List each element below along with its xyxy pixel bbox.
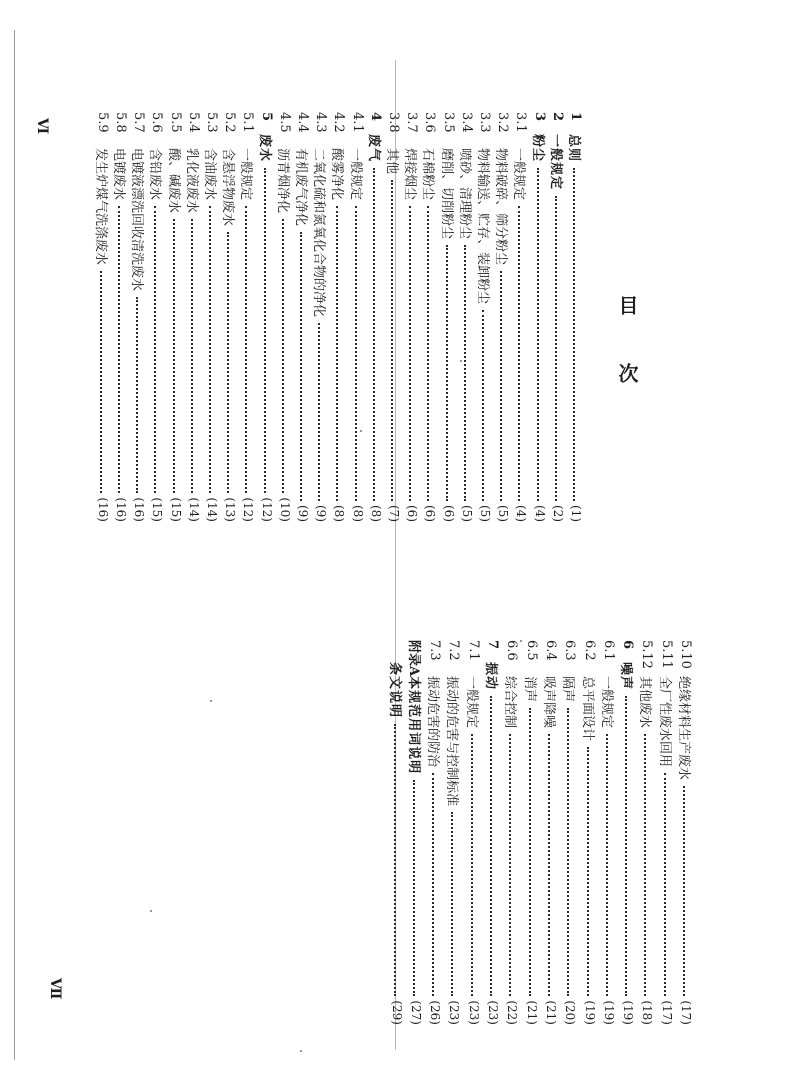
toc-entry-page: (12) <box>241 497 256 522</box>
dot-leader <box>683 786 685 996</box>
toc-entry <box>168 112 184 522</box>
dot-leader <box>100 271 102 493</box>
toc-entry <box>678 640 694 1025</box>
toc-entry <box>186 112 202 522</box>
toc-entry-number: 7.1 <box>466 640 482 661</box>
toc-entry-page: (12) <box>259 497 274 522</box>
dot-leader <box>427 206 429 501</box>
dot-leader <box>394 724 396 996</box>
toc-entry-title: 振动危害的防治 <box>425 676 441 768</box>
toc-entry <box>95 112 111 522</box>
toc-entry-number: 5.1 <box>240 112 256 133</box>
dot-leader <box>518 206 520 501</box>
scan-edge-line <box>14 30 15 1060</box>
toc-entry-title: 磨削、切削粉尘 <box>439 148 455 240</box>
toc-entry-page: (17) <box>659 1000 674 1025</box>
toc-entry <box>222 112 238 522</box>
toc-entry <box>639 640 655 1025</box>
toc-entry-number: 5.4 <box>186 112 202 133</box>
toc-entry <box>408 640 424 1025</box>
toc-entry-number: 3.1 <box>513 112 529 133</box>
dot-leader <box>451 812 453 996</box>
toc-entry-page: (21) <box>524 1000 539 1025</box>
toc-entry-number: 5.8 <box>113 112 129 133</box>
toc-entry <box>459 112 475 522</box>
toc-entry-number: 5.5 <box>168 112 184 133</box>
toc-entry-title: 综合控制 <box>502 676 518 729</box>
toc-entry-number: 5.11 <box>659 640 675 669</box>
toc-entry-page: (13) <box>223 497 238 522</box>
toc-entry-title: 发生炉煤气洗涤废水 <box>93 148 109 266</box>
toc-entry <box>495 112 511 522</box>
toc-entry-title: 沥青烟净化 <box>275 148 291 214</box>
toc-entry-number: 6.5 <box>524 640 540 661</box>
toc-entry-number: 5.10 <box>678 640 694 669</box>
dot-leader <box>173 219 175 493</box>
toc-entry <box>368 112 384 522</box>
toc-entry-number: 5.6 <box>149 112 165 133</box>
toc-entry-title: 总平面设计 <box>580 676 595 742</box>
toc-entry-number: 3.2 <box>495 112 511 133</box>
toc-entry-title: 废气 <box>366 134 382 163</box>
toc-entry-page: (1) <box>569 505 583 522</box>
toc-entry-page: (16) <box>95 497 110 522</box>
toc-entry <box>259 112 275 522</box>
dot-leader <box>336 206 338 501</box>
toc-entry-page: (15) <box>150 497 165 522</box>
toc-entry-title: 含悬浮物废水 <box>220 148 236 227</box>
toc-entry-number: 6.1 <box>601 640 617 661</box>
dot-leader <box>482 310 484 501</box>
toc-entry <box>404 112 420 522</box>
toc-entry <box>543 640 559 1025</box>
toc-entry-page: (23) <box>447 1000 462 1025</box>
toc-entry <box>149 112 165 522</box>
dot-leader <box>537 168 539 501</box>
toc-entry-page: (18) <box>640 1000 655 1025</box>
toc-entry-page: (5) <box>496 505 511 522</box>
toc-entry-title: 吸声降噪 <box>541 676 557 729</box>
toc-entry-title: 一般规定 <box>548 134 564 191</box>
toc-entry-title: 消声 <box>522 676 538 703</box>
dot-leader <box>409 206 411 501</box>
toc-entry-title: 绝缘材料生产废水 <box>676 676 692 781</box>
toc-entry <box>568 112 584 522</box>
toc-entry-title: 一般规定 <box>238 148 254 201</box>
toc-entry-number: 3.3 <box>477 112 493 133</box>
toc-entry-page: (6) <box>405 505 420 522</box>
dot-leader <box>509 734 511 996</box>
toc-entry-number: 5.9 <box>95 112 111 133</box>
toc-entry-page: (8) <box>350 505 365 522</box>
toc-entry-number: 2 <box>550 112 566 122</box>
toc-entry-page: (8) <box>368 505 383 522</box>
toc-entry-title: 石棉粉尘 <box>420 148 436 201</box>
toc-entry-number: 4.5 <box>277 112 293 133</box>
toc-entry-title: 酸雾净化 <box>329 148 345 201</box>
dot-leader <box>606 734 608 996</box>
toc-entry-page: (19) <box>621 1000 636 1025</box>
dot-leader <box>500 271 502 501</box>
toc-entry-number: 7.3 <box>427 640 443 661</box>
toc-entry <box>550 112 566 522</box>
dot-leader <box>573 168 575 501</box>
toc-entry <box>204 112 220 522</box>
dot-leader <box>154 206 156 493</box>
toc-entry-page: (5) <box>459 505 474 522</box>
toc-entry-number: 3.5 <box>441 112 457 133</box>
toc-entry-page: (16) <box>114 497 128 522</box>
toc-entry-page: (9) <box>296 505 310 522</box>
toc-entry <box>386 112 402 522</box>
dot-leader <box>471 734 473 996</box>
toc-entry <box>331 112 347 522</box>
toc-entry-title: 废水 <box>257 134 273 163</box>
toc-entry-title: 电镀废水 <box>111 148 127 201</box>
scan-speck <box>520 640 522 642</box>
toc-entry-page: (16) <box>132 497 147 522</box>
toc-entry-page: (7) <box>387 505 401 522</box>
toc-entry-page: (21) <box>543 1000 558 1025</box>
toc-entry-number: 3 <box>532 112 548 122</box>
toc-entry <box>389 640 405 1025</box>
toc-entry-number: 6.4 <box>543 640 559 661</box>
toc-entry-page: (14) <box>205 497 219 522</box>
dot-leader <box>490 696 492 996</box>
toc-entry <box>601 640 617 1025</box>
dot-leader <box>432 773 434 996</box>
toc-entry-number: 3.7 <box>404 112 420 133</box>
toc-entry <box>485 640 501 1025</box>
toc-entry-page: (15) <box>168 497 183 522</box>
toc-entry-title: 物料破碎、筛分粉尘 <box>493 148 509 266</box>
toc-entry-title: 其他 <box>384 148 400 175</box>
toc-entry-title: 振动的危害与控制标准 <box>444 676 460 807</box>
dot-leader <box>664 773 666 996</box>
toc-entry <box>441 112 457 522</box>
dot-leader <box>446 245 448 501</box>
toc-entry-title: 其他废水 <box>637 676 653 729</box>
toc-entry-title: 振动 <box>483 662 499 691</box>
toc-entry-title: 有机废气净化 <box>293 148 309 227</box>
toc-entry-title: 含油废水 <box>202 148 218 201</box>
dot-leader <box>644 734 646 996</box>
toc-entry-number: 3.6 <box>422 112 438 133</box>
toc-entry-number: 7 <box>485 640 501 650</box>
dot-leader <box>118 206 120 493</box>
toc-entry-number: 5.12 <box>639 640 655 669</box>
dot-leader <box>209 206 211 493</box>
page-number-right: Ⅶ <box>47 978 63 1000</box>
dot-leader <box>464 245 466 501</box>
scan-speck <box>460 360 462 362</box>
scan-speck <box>360 430 362 432</box>
toc-entry <box>532 112 548 522</box>
toc-entry-number: 5.3 <box>204 112 220 133</box>
toc-entry-title: 一般规定 <box>464 676 480 729</box>
toc-entry-page: (14) <box>186 497 201 522</box>
dot-leader <box>282 219 284 493</box>
toc-entry-title: 一般规定 <box>348 148 364 201</box>
toc-entry <box>113 112 129 522</box>
toc-entry <box>131 112 147 522</box>
toc-entry-page: (23) <box>486 1000 500 1025</box>
toc-entry <box>562 640 578 1025</box>
dot-leader <box>391 180 393 501</box>
toc-entry-page: (23) <box>466 1000 481 1025</box>
toc-entry-title: 二氧化硫和氮氧化合物的净化 <box>311 148 327 318</box>
toc-entry-number: 5 <box>259 112 275 122</box>
toc-entry-page: (27) <box>408 1000 423 1025</box>
toc-entry-page: (4) <box>514 505 529 522</box>
toc-entry-number: 附录A <box>406 640 422 677</box>
toc-entry <box>350 112 366 522</box>
toc-entry <box>524 640 540 1025</box>
toc-entry-title: 喷砂、清理粉尘 <box>457 148 473 240</box>
toc-entry-number: 4.2 <box>331 112 347 133</box>
toc-entry-title: 一般规定 <box>599 676 615 729</box>
toc-entry-page: (26) <box>428 1000 443 1025</box>
toc-entry-number: 6.6 <box>504 640 520 661</box>
toc-entry-title: 隔声 <box>560 676 576 703</box>
dot-leader <box>245 206 247 493</box>
toc-entry-title: 电镀液漂洗回收清洗废水 <box>129 148 145 292</box>
toc-entry-page: (6) <box>423 505 438 522</box>
toc-entry-title: 噪声 <box>618 662 634 691</box>
toc-title: 目 次 <box>615 295 639 397</box>
toc-entry <box>295 112 311 522</box>
dot-leader <box>555 196 557 501</box>
toc-entry-title: 粉尘 <box>530 134 546 163</box>
dot-leader <box>587 747 589 996</box>
dot-leader <box>318 323 320 501</box>
toc-entry-number: 1 <box>568 112 584 122</box>
toc-entry-number: 4.1 <box>350 112 366 133</box>
dot-leader <box>413 780 415 996</box>
scan-speck <box>300 1050 302 1052</box>
toc-entry-title: 物料输送、贮存、装卸粉尘 <box>475 148 491 305</box>
toc-entry <box>513 112 529 522</box>
toc-entry <box>620 640 636 1025</box>
toc-entry-title: 总则 <box>566 134 582 163</box>
dot-leader <box>355 206 357 501</box>
toc-entry-page: (4) <box>532 505 547 522</box>
toc-entry-page: (17) <box>679 1000 693 1025</box>
toc-entry-number: 5.7 <box>131 112 147 133</box>
toc-entry <box>240 112 256 522</box>
toc-entry-page: (19) <box>601 1000 616 1025</box>
scan-speck <box>210 700 212 702</box>
toc-entry-title: 条文说明 <box>387 662 402 719</box>
toc-entry-number: 5.2 <box>222 112 238 133</box>
toc-entry-number: 6.2 <box>582 640 597 661</box>
toc-entry-page: (2) <box>550 505 565 522</box>
page-number-left: Ⅵ <box>34 118 50 135</box>
toc-entry <box>466 640 482 1025</box>
dot-leader <box>529 708 531 996</box>
toc-entry <box>582 640 598 1025</box>
toc-entry <box>504 640 520 1025</box>
toc-entry-number: 6 <box>620 640 636 650</box>
toc-entry-number: 3.8 <box>386 112 402 133</box>
toc-entry-page: (9) <box>314 505 329 522</box>
dot-leader <box>625 696 627 996</box>
toc-entry-page: (6) <box>441 505 456 522</box>
toc-entry-page: (8) <box>332 505 347 522</box>
toc-entry-title: 含铅废水 <box>147 148 163 201</box>
toc-entry-title: 酸、碱废水 <box>166 148 182 214</box>
toc-entry-number: 3.4 <box>459 112 475 133</box>
dot-leader <box>227 232 229 493</box>
toc-entry <box>659 640 675 1025</box>
dot-leader <box>264 168 266 493</box>
toc-entry-title: 全厂性废水回用 <box>657 676 673 768</box>
toc-entry-page: (20) <box>563 1000 578 1025</box>
toc-entry-number: 4 <box>368 112 384 122</box>
toc-entry-page: (10) <box>277 497 292 522</box>
toc-entry-page: (19) <box>582 1000 597 1025</box>
toc-entry-page: (29) <box>389 1000 404 1025</box>
toc-entry-page: (22) <box>505 1000 520 1025</box>
toc-entry-title: 本规范用词说明 <box>406 676 422 775</box>
dot-leader <box>300 232 302 501</box>
toc-entry <box>313 112 329 522</box>
dot-leader <box>373 168 375 501</box>
toc-entry <box>422 112 438 522</box>
dot-leader <box>191 219 193 493</box>
toc-entry-number: 4.3 <box>313 112 329 133</box>
toc-entry <box>477 112 493 522</box>
dot-leader <box>548 734 550 996</box>
toc-entry-number: 7.2 <box>446 640 462 661</box>
toc-entry-number: 4.4 <box>295 112 311 133</box>
toc-entry-title: 焊接烟尘 <box>402 148 418 201</box>
toc-entry <box>277 112 293 522</box>
dot-leader <box>136 297 138 493</box>
toc-entry <box>446 640 462 1025</box>
toc-entry-title: 乳化液废水 <box>184 148 200 214</box>
toc-entry-number: 6.3 <box>562 640 578 661</box>
toc-entry-page: (5) <box>478 505 492 522</box>
scan-speck <box>150 910 152 912</box>
toc-entry-title: 一般规定 <box>511 148 527 201</box>
dot-leader <box>567 708 569 996</box>
toc-entry <box>427 640 443 1025</box>
